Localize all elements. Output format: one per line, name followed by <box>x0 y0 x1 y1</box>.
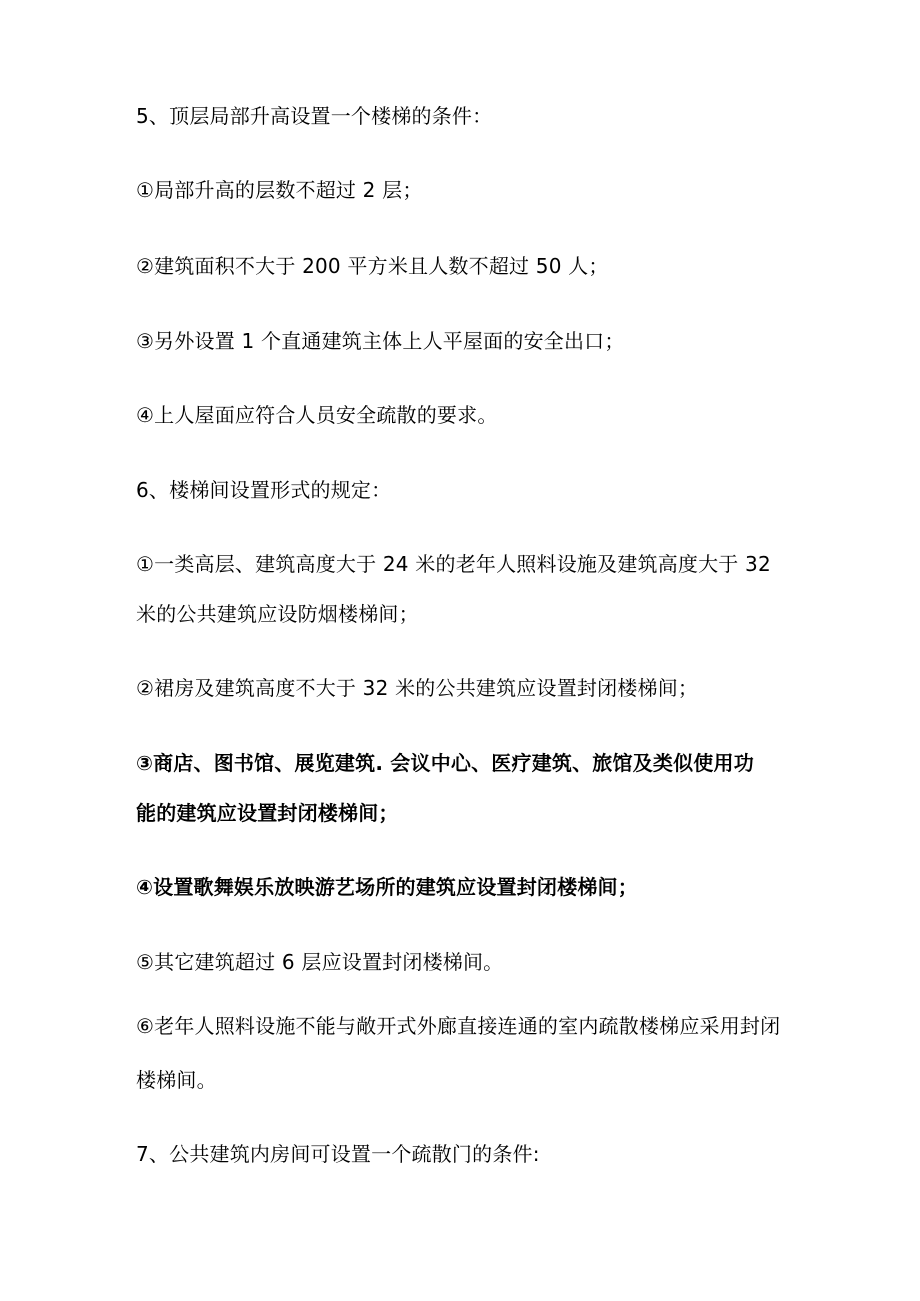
list-item-6-5: ⑤其它建筑超过 6 层应设置封闭楼梯间。 <box>136 950 504 974</box>
heading-5: 5、顶层局部升高设置一个楼梯的条件： <box>136 104 493 128</box>
list-item-6-6-line-2: 楼梯间。 <box>136 1068 217 1092</box>
list-item-6-4: ④设置歌舞娱乐放映游艺场所的建筑应设置封闭楼梯间； <box>136 875 638 899</box>
list-item-6-1-line-2: 米的公共建筑应设防烟楼梯间； <box>136 602 419 626</box>
heading-6: 6、楼梯间设置形式的规定： <box>136 478 392 502</box>
list-item-5-3: ③另外设置 1 个直通建筑主体上人平屋面的安全出口； <box>136 329 625 353</box>
list-item-5-2: ②建筑面积不大于 200 平方米且人数不超过 50 人； <box>136 254 609 278</box>
list-item-5-4: ④上人屋面应符合人员安全疏散的要求。 <box>136 403 498 427</box>
heading-7: 7、公共建筑内房间可设置一个疏散门的条件: <box>136 1142 540 1166</box>
list-item-5-1: ①局部升高的层数不超过 2 层； <box>136 178 423 202</box>
list-item-6-2: ②裙房及建筑高度不大于 32 米的公共建筑应设置封闭楼梯间； <box>136 676 699 700</box>
list-item-6-1-line-1: ①一类高层、建筑高度大于 24 米的老年人照料设施及建筑高度大于 32 <box>136 552 771 576</box>
list-item-6-3-line-1: ③商店、图书馆、展览建筑. 会议中心、医疗建筑、旅馆及类似使用功 <box>136 751 754 775</box>
list-item-6-6-line-1: ⑥老年人照料设施不能与敞开式外廊直接连通的室内疏散楼梯应采用封闭 <box>136 1014 781 1038</box>
list-item-6-3-line-2: 能的建筑应设置封闭楼梯间； <box>136 801 399 825</box>
